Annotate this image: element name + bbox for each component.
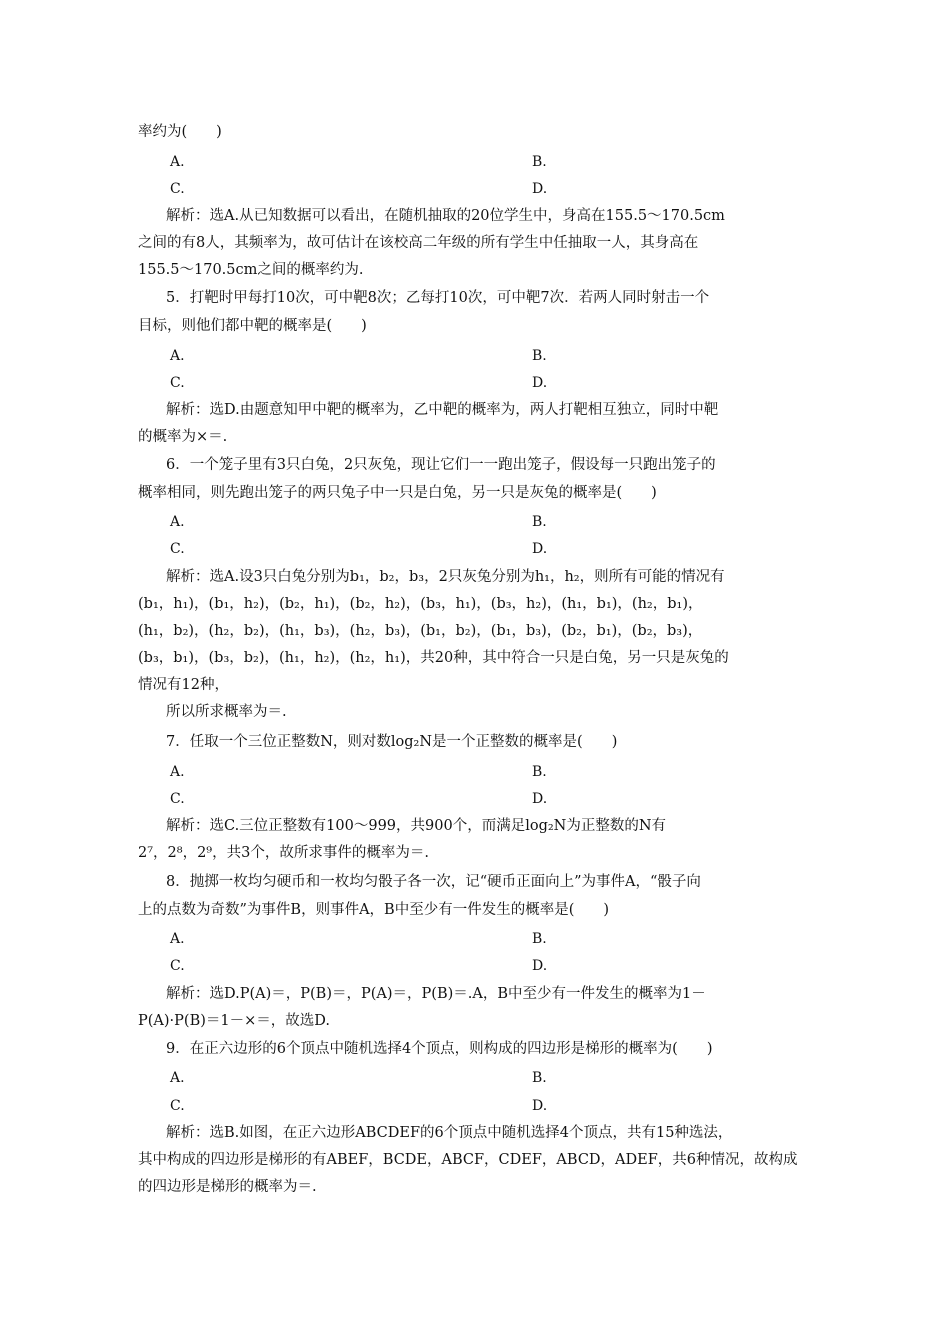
q8-stem-line-2: 上的点数为奇数”为事件B，则事件A，B中至少有一件发生的概率是( )	[138, 902, 610, 918]
q8-stem-line-1: 8．抛掷一枚均匀硬币和一枚均匀骰子各一次，记“硬币正面向上”为事件A，“骰子向	[166, 874, 701, 890]
q4-option-d: D.	[532, 181, 548, 197]
q6-option-b: B.	[532, 514, 547, 530]
q6-analysis-tail: 情况有12种，	[138, 677, 229, 693]
q5-option-b: B.	[532, 348, 547, 364]
q5-stem-line-2: 目标，则他们都中靶的概率是( )	[138, 318, 367, 334]
q5-analysis-line-2: 的概率为×＝.	[138, 429, 228, 445]
q4-option-b: B.	[532, 154, 547, 170]
q6-pairs-row-1: (b₁，h₁)，(b₁，h₂)，(b₂，h₁)，(b₂，h₂)，(b₃，h₁)，(b₃，h₂)，(h₁，b₁)，(h₂，b₁)，	[138, 596, 703, 612]
q9-stem: 9．在正六边形的6个顶点中随机选择4个顶点，则构成的四边形是梯形的概率为( )	[166, 1041, 713, 1057]
q7-option-a: A.	[170, 764, 185, 780]
q8-option-d: D.	[532, 958, 548, 974]
q6-option-d: D.	[532, 541, 548, 557]
q5-option-d: D.	[532, 375, 548, 391]
q7-analysis-line-2: 2⁷，2⁸，2⁹，共3个，故所求事件的概率为＝.	[138, 845, 429, 861]
q9-option-c: C.	[170, 1098, 185, 1114]
q7-option-c: C.	[170, 791, 185, 807]
q6-stem-line-2: 概率相同，则先跑出笼子的两只兔子中一只是白兔，另一只是灰兔的概率是( )	[138, 485, 657, 501]
q4-option-c: C.	[170, 181, 185, 197]
q5-stem-line-1: 5．打靶时甲每打10次，可中靶8次；乙每打10次，可中靶7次．若两人同时射击一个	[166, 290, 710, 306]
q5-option-c: C.	[170, 375, 185, 391]
q6-analysis-intro: 解析：选A.设3只白兔分别为b₁，b₂，b₃，2只灰兔分别为h₁，h₂，则所有可能的情况有	[166, 569, 725, 585]
q6-pairs-row-3: (b₃，b₁)，(b₃，b₂)，(h₁，h₂)，(h₂，h₁)，共20种，其中符合一只是白兔，另一只是灰兔的	[138, 650, 729, 666]
q7-option-b: B.	[532, 764, 547, 780]
q9-analysis-line-3: 的四边形是梯形的概率为＝.	[138, 1179, 317, 1195]
q5-analysis-line-1: 解析：选D.由题意知甲中靶的概率为，乙中靶的概率为，两人打靶相互独立，同时中靶	[166, 402, 719, 418]
q8-option-b: B.	[532, 931, 547, 947]
q9-option-a: A.	[170, 1070, 185, 1086]
q8-analysis-line-2: P(A)·P(B)＝1－×＝，故选D.	[138, 1013, 330, 1029]
q9-analysis-line-2: 其中构成的四边形是梯形的有ABEF，BCDE，ABCF，CDEF，ABCD，ADEF，共6种情况，故构成	[138, 1152, 798, 1168]
q6-option-a: A.	[170, 514, 185, 530]
q8-option-a: A.	[170, 931, 185, 947]
q9-option-b: B.	[532, 1070, 547, 1086]
q7-analysis-line-1: 解析：选C.三位正整数有100～999，共900个，而满足log₂N为正整数的N有	[166, 818, 667, 834]
q6-pairs-row-2: (h₁，b₂)，(h₂，b₂)，(h₁，b₃)，(h₂，b₃)，(b₁，b₂)，(b₁，b₃)，(b₂，b₁)，(b₂，b₃)，	[138, 623, 703, 639]
q7-option-d: D.	[532, 791, 548, 807]
q7-stem: 7．任取一个三位正整数N，则对数log₂N是一个正整数的概率是( )	[166, 734, 618, 750]
q4-analysis-line-1: 解析：选A.从已知数据可以看出，在随机抽取的20位学生中，身高在155.5～170.5cm	[166, 208, 725, 224]
q4-analysis-line-2: 之间的有8人，其频率为，故可估计在该校高二年级的所有学生中任抽取一人，其身高在	[138, 235, 699, 251]
q4-option-a: A.	[170, 154, 185, 170]
q5-option-a: A.	[170, 348, 185, 364]
q6-conclusion: 所以所求概率为＝.	[166, 704, 287, 720]
q9-option-d: D.	[532, 1098, 548, 1114]
q9-analysis-line-1: 解析：选B.如图，在正六边形ABCDEF的6个顶点中随机选择4个顶点，共有15种选法，	[166, 1125, 733, 1141]
q4-analysis-line-3: 155.5～170.5cm之间的概率约为.	[138, 262, 364, 278]
q8-analysis-line-1: 解析：选D.P(A)＝，P(B)＝，P(A)＝，P(B)＝.A，B中至少有一件发生的概率为1－	[166, 986, 706, 1002]
q8-option-c: C.	[170, 958, 185, 974]
q6-stem-line-1: 6．一个笼子里有3只白兔，2只灰兔，现让它们一一跑出笼子，假设每一只跑出笼子的	[166, 457, 716, 473]
q4-stem-tail: 率约为( )	[138, 124, 222, 140]
q6-option-c: C.	[170, 541, 185, 557]
